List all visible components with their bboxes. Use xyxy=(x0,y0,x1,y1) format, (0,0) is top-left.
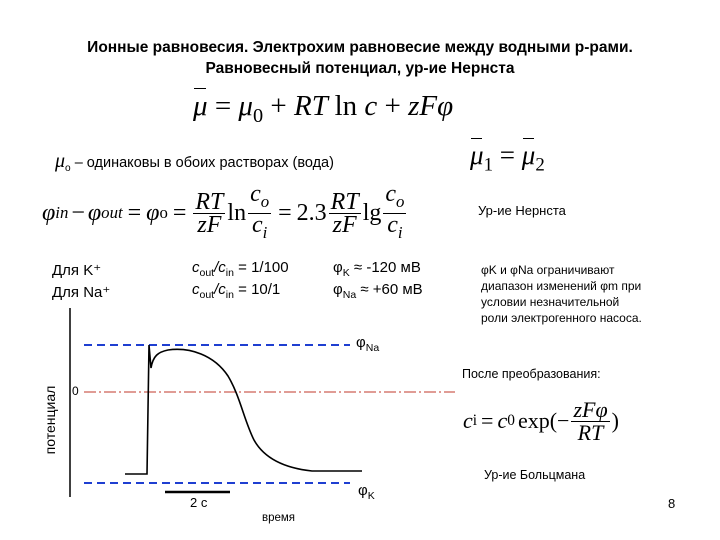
k-ion-label: Для K⁺ xyxy=(52,262,102,279)
time-scale-label: 2 с xyxy=(190,495,208,510)
nernst-label: Ур-ие Нернста xyxy=(478,203,566,218)
y-axis-label-wrap xyxy=(42,385,152,475)
x-axis-label: время xyxy=(262,512,296,524)
slide-title-line2: Равновесный потенциал, ур-ие Нернста xyxy=(205,60,515,77)
chemical-potential-formula: $\mu = \mu_0$ + RT ln c + zFφ xyxy=(193,90,454,127)
nernst-formula: φ in − φ out = φ o = $\frac{RT}{zF}$ ln $\frac{c_o}{c_i}$ = 2.3 $\frac{RT}{zF}$ lg $\frac{c_o}{c_i}$ xyxy=(42,180,405,242)
after-transform-label: После преобразования: xyxy=(462,367,601,381)
potential-range-note: φK и φNa ограничивают диапазон изменений φm при условии незначительной роли электрогенного насоса. xyxy=(481,263,642,325)
phi-k-label: $\varphi_K$ xyxy=(358,482,375,502)
na-concentration-ratio: $c_{out}/c_{in} = 10/1$ xyxy=(192,281,281,301)
equality-formula: $\mu_1 = \mu_2$ xyxy=(470,140,545,176)
phi-na-label: $\varphi_{Na}$ xyxy=(356,334,380,354)
zero-label: 0 xyxy=(72,384,79,398)
mu0-note: $\mu_o$ – одинаковы в обоих растворах (вода) xyxy=(55,150,334,174)
action-potential-trace xyxy=(125,345,362,474)
page-number: 8 xyxy=(668,496,676,511)
mu-symbol: μ xyxy=(193,90,208,122)
k-concentration-ratio: $c_{out}/c_{in} = 1/100$ xyxy=(192,259,289,279)
na-ion-label: Для Na⁺ xyxy=(52,284,111,301)
na-potential-value: $\varphi_{Na} \approx +60$ мВ xyxy=(333,281,423,301)
k-potential-value: $\varphi_K \approx -120$ мВ xyxy=(333,259,421,279)
slide-title-line1: Ионные равновесия. Электрохим равновесие между водными р-рами. xyxy=(87,39,633,56)
boltzmann-formula: c i = c 0 exp(− $\frac{\text{zFφ}}{RT}$ ) xyxy=(463,396,619,445)
boltzmann-label: Ур-ие Больцмана xyxy=(484,468,586,482)
y-axis-label: потенциал xyxy=(42,385,58,455)
